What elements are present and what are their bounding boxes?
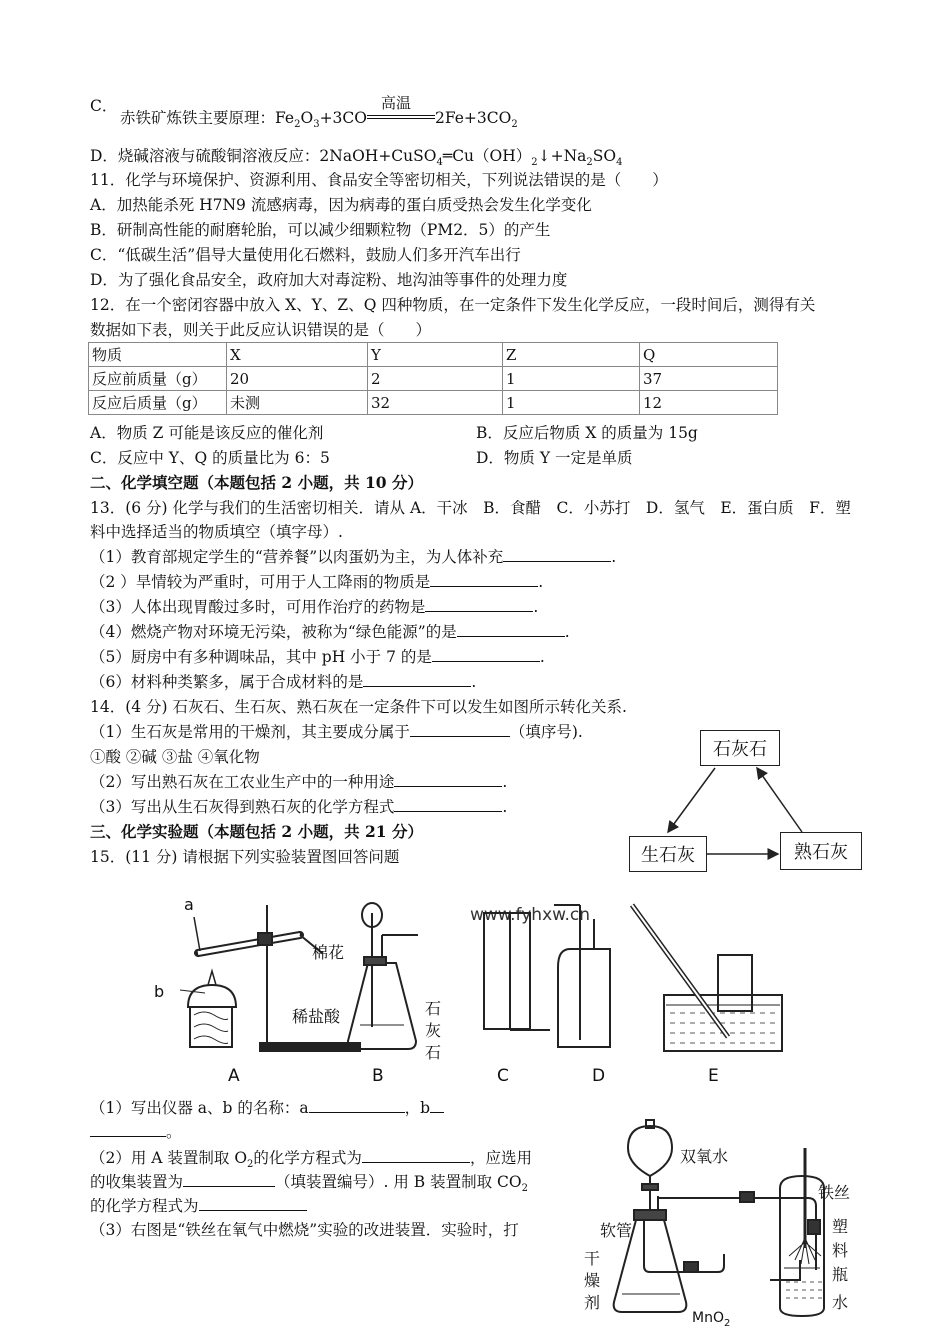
table-cell: 32 bbox=[368, 391, 503, 415]
node-slaked-lime: 熟石灰 bbox=[780, 832, 862, 870]
label-drier-1: 干 bbox=[584, 1249, 601, 1268]
q12-option-c: C．反应中 Y、Q 的质量比为 6：5 bbox=[90, 449, 330, 467]
table-cell: Z bbox=[503, 343, 640, 367]
q12-option-a: A．物质 Z 可能是该反应的催化剂 bbox=[90, 424, 324, 442]
label-bottle-1: 塑 bbox=[832, 1217, 849, 1236]
table-row bbox=[89, 391, 778, 415]
condition-high-temp: 高温 bbox=[380, 94, 411, 112]
caption-d: D bbox=[592, 1066, 606, 1086]
q13-part6: （6）材料种类繁多，属于合成材料的是 . bbox=[90, 673, 477, 691]
q13-stem-line2: 料中选择适当的物质填空（填字母）. bbox=[90, 523, 343, 541]
answer-blank[interactable] bbox=[362, 1148, 470, 1163]
q13-part4: （4）燃烧产物对环境无污染，被称为“绿色能源”的是 . bbox=[90, 623, 570, 641]
q15-part3: （3）右图是“铁丝在氧气中燃烧”实验的改进装置．实验时，打 bbox=[90, 1221, 519, 1239]
label-a: a bbox=[184, 895, 194, 914]
q11-option-a: A．加热能杀死 H7N9 流感病毒，因为病毒的蛋白质受热会发生化学变化 bbox=[90, 196, 592, 214]
section-2-heading: 二、化学填空题（本题包括 2 小题，共 10 分） bbox=[90, 473, 423, 492]
node-limestone: 石灰石 bbox=[700, 730, 780, 766]
label-drier-3: 剂 bbox=[584, 1293, 601, 1312]
q14-part1: （1）生石灰是常用的干燥剂，其主要成分属于 （填序号). bbox=[90, 723, 583, 741]
q10-option-c-label: C． bbox=[90, 97, 118, 115]
label-limestone-2: 灰 bbox=[425, 1021, 442, 1040]
q10-option-d: D．烧碱溶液与硫酸铜溶液反应：$2NaOH+CuSO_4═Cu(OH)_2↓+Na_2SO_4$ bbox=[90, 147, 623, 169]
answer-blank[interactable] bbox=[432, 647, 540, 662]
answer-blank[interactable] bbox=[503, 547, 611, 562]
answer-blank[interactable] bbox=[183, 1172, 275, 1187]
table-cell: Q bbox=[640, 343, 778, 367]
q14-stem: 14．(4 分) 石灰石、生石灰、熟石灰在一定条件下可以发生如图所示转化关系. bbox=[90, 698, 627, 716]
q14-part2: （2）写出熟石灰在工农业生产中的一种用途 . bbox=[90, 773, 508, 791]
q12-stem-line1: 12．在一个密闭容器中放入 X、Y、Z、Q 四种物质，在一定条件下发生化学反应，一段时间后，测得有关 bbox=[90, 296, 816, 314]
q15-part2-line2: 的收集装置为 （填装置编号）. 用 B 装置制取 $CO_2$ bbox=[90, 1173, 528, 1195]
table-cell: X bbox=[227, 343, 368, 367]
table-cell: 反应后质量（g） bbox=[89, 391, 227, 415]
q14-part3: （3）写出从生石灰得到熟石灰的化学方程式 . bbox=[90, 798, 508, 816]
table-cell: 反应前质量（g） bbox=[89, 367, 227, 391]
table-cell: 物质 bbox=[89, 343, 227, 367]
node-quicklime: 生石灰 bbox=[629, 836, 707, 872]
q15-stem: 15．(11 分) 请根据下列实验装置图回答问题 bbox=[90, 848, 400, 866]
table-cell: 1 bbox=[503, 367, 640, 391]
q12-stem-line2: 数据如下表，则关于此反应认识错误的是（ ） bbox=[90, 321, 432, 339]
q13-part1: （1）教育部规定学生的“营养餐”以肉蛋奶为主，为人体补充 . bbox=[90, 548, 617, 566]
q12-option-b: B．反应后物质 X 的质量为 15g bbox=[476, 424, 698, 442]
table-row bbox=[89, 367, 778, 391]
q10-option-c-text: 赤铁矿炼铁主要原理：$Fe_2O_3+3CO$ 高温 $2Fe+3CO_2$ bbox=[120, 94, 518, 131]
caption-c: C bbox=[497, 1066, 509, 1086]
answer-blank[interactable] bbox=[309, 1098, 405, 1113]
answer-blank[interactable] bbox=[363, 672, 471, 687]
label-cotton: 棉花 bbox=[312, 943, 345, 962]
q13-part3: （3）人体出现胃酸过多时，可用作治疗的药物是 . bbox=[90, 598, 539, 616]
answer-blank[interactable] bbox=[430, 572, 538, 587]
label-b: b bbox=[154, 982, 165, 1001]
apparatus-figure bbox=[150, 895, 800, 1065]
q11-stem: 11．化学与环境保护、资源利用、食品安全等密切相关，下列说法错误的是（ ） bbox=[90, 171, 668, 189]
answer-blank[interactable] bbox=[457, 622, 565, 637]
label-limestone-3: 石 bbox=[425, 1043, 442, 1062]
label-iron-wire: 铁丝 bbox=[818, 1183, 851, 1202]
q11-option-b: B．研制高性能的耐磨轮胎，可以减少细颗粒物（PM2．5）的产生 bbox=[90, 221, 551, 239]
q11-option-c: C．“低碳生活”倡导大量使用化石燃料，鼓励人们多开汽车出行 bbox=[90, 246, 521, 264]
label-limestone-1: 石 bbox=[425, 999, 442, 1018]
answer-blank[interactable] bbox=[90, 1122, 166, 1137]
table-cell: 未测 bbox=[227, 391, 368, 415]
table-cell: 12 bbox=[640, 391, 778, 415]
label-bottle-3: 瓶 bbox=[832, 1265, 849, 1284]
answer-blank[interactable] bbox=[199, 1196, 307, 1211]
q13-part5: （5）厨房中有多种调味品，其中 pH 小于 7 的是 . bbox=[90, 648, 545, 666]
caption-b: B bbox=[372, 1066, 384, 1086]
q12-data-table bbox=[88, 342, 778, 415]
caption-a: A bbox=[228, 1066, 240, 1086]
label-water: 水 bbox=[832, 1293, 849, 1312]
table-cell: 1 bbox=[503, 391, 640, 415]
label-mno2: MnO$_2$ bbox=[692, 1310, 731, 1329]
table-cell: 20 bbox=[227, 367, 368, 391]
answer-blank[interactable] bbox=[410, 722, 510, 737]
watermark-url: www.fyhxw.cn bbox=[470, 905, 591, 925]
q12-option-d: D．物质 Y 一定是单质 bbox=[476, 449, 633, 467]
q15-part2-line1: （2）用 A 装置制取 $O_2$的化学方程式为 ，应选用 bbox=[90, 1149, 532, 1171]
label-dilute-hcl: 稀盐酸 bbox=[292, 1007, 341, 1026]
q15-part1-cont: 。 bbox=[90, 1122, 182, 1142]
q15-part2-line3: 的化学方程式为 bbox=[90, 1196, 307, 1216]
iron-wire-apparatus-figure bbox=[600, 1118, 860, 1338]
q14-options: ①酸 ②碱 ③盐 ④氧化物 bbox=[90, 748, 260, 766]
answer-blank[interactable] bbox=[425, 597, 533, 612]
section-3-heading: 三、化学实验题（本题包括 2 小题，共 21 分） bbox=[90, 822, 423, 841]
q13-part2: （2 ）旱情较为严重时，可用于人工降雨的物质是 . bbox=[90, 573, 544, 591]
answer-blank[interactable] bbox=[394, 797, 502, 812]
q15-part1: （1）写出仪器 a、b 的名称：a ，b bbox=[90, 1098, 444, 1118]
label-hose: 软管 bbox=[600, 1221, 633, 1240]
label-h2o2: 双氧水 bbox=[680, 1147, 729, 1166]
answer-blank[interactable] bbox=[430, 1098, 444, 1113]
caption-e: E bbox=[708, 1066, 719, 1086]
label-bottle-2: 料 bbox=[832, 1241, 849, 1260]
label-drier-2: 燥 bbox=[584, 1271, 601, 1290]
q13-stem-line1: 13．(6 分) 化学与我们的生活密切相关．请从 A．干冰 B．食醋 C．小苏打 D．氢气 E．蛋白质 F．塑 bbox=[90, 499, 851, 517]
table-cell: 2 bbox=[368, 367, 503, 391]
table-header-row bbox=[89, 343, 778, 367]
table-cell: 37 bbox=[640, 367, 778, 391]
table-cell: Y bbox=[368, 343, 503, 367]
answer-blank[interactable] bbox=[394, 772, 502, 787]
q11-option-d: D．为了强化食品安全，政府加大对毒淀粉、地沟油等事件的处理力度 bbox=[90, 271, 568, 289]
